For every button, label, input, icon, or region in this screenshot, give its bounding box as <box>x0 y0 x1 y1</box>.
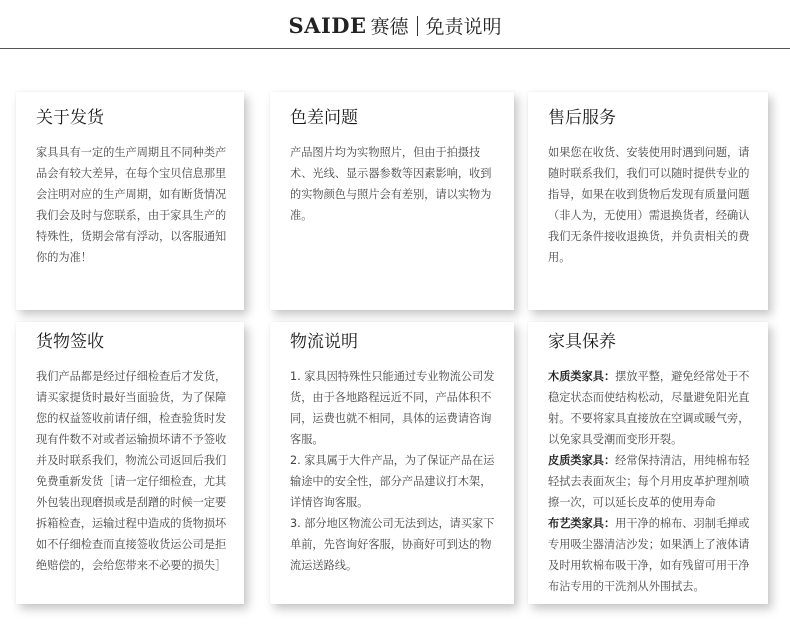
card-title: 家具保养 <box>548 332 616 352</box>
card-text: 如果您在收货、安装使用时遇到问题，请随时联系我们，我们可以随时提供专业的指导，如果在收到货物后发现有质量问题（非人为，无使用）需退换货者，经确认我们无条件接收退换货，并负责相关的费用。 <box>548 146 750 264</box>
card-text <box>548 366 754 597</box>
item-text: 经常保持清洁，用纯棉布轻轻拭去表面灰尘；每个月用皮革护理剂喷擦一次，可以延长皮革的使用寿命 <box>548 454 750 509</box>
card-title: 售后服务 <box>548 108 616 128</box>
card-maintenance <box>528 322 768 604</box>
page-subtitle: 免责说明 <box>425 16 502 38</box>
card-after-sales <box>528 92 768 310</box>
card-title: 关于发货 <box>36 108 104 128</box>
list-item <box>548 450 754 513</box>
list-item: 3. 部分地区物流公司无法到达，请买家下单前，先咨询好客服，协商好可到达的物流运送路线。 <box>290 517 495 572</box>
list-item <box>548 366 754 450</box>
header-title <box>0 12 790 39</box>
page-header <box>0 0 790 50</box>
list-item <box>548 513 754 597</box>
item-label: 皮质类家具： <box>548 454 616 467</box>
card-color-difference <box>270 92 514 310</box>
card-receipt <box>16 322 244 604</box>
header-divider <box>0 48 790 49</box>
list-item: 1. 家具因特殊性只能通过专业物流公司发货，由于各地路程远近不同，产品体积不同，运费也就不相同，具体的运费请咨询客服。 <box>290 370 495 446</box>
card-text: 产品图片均为实物照片，但由于拍摄技术、光线、显示器参数等因素影响，收到的实物颜色与照片会有差别，请以实物为准。 <box>290 146 492 222</box>
item-text: 用干净的棉布、羽制毛掸或专用吸尘器清洁沙发；如果洒上了液体请及时用软棉布吸干净，如有残留可用干净布沾专用的干洗剂从外围拭去。 <box>548 517 750 593</box>
brand-name: SAIDE <box>288 13 367 38</box>
card-title: 物流说明 <box>290 332 358 352</box>
card-text <box>290 366 500 576</box>
list-item: 2. 家具属于大件产品，为了保证产品在运输途中的安全性，部分产品建议打木架，详情咨询客服。 <box>290 454 495 509</box>
item-text: 摆放平整，避免经常处于不稳定状态而使结构松动，尽量避免阳光直射。不要将家具直接放在空调或暖气旁，以免家具受潮而变形开裂。 <box>548 370 750 446</box>
card-title: 色差问题 <box>290 108 358 128</box>
item-label: 布艺类家具： <box>548 517 616 530</box>
card-shipping <box>16 92 244 310</box>
card-text: 家具具有一定的生产周期且不同种类产品会有较大差异，在每个宝贝信息那里会注明对应的生产周期，如有断货情况我们会及时与您联系，由于家具生产的特殊性，货期会常有浮动，以客服通知你的为准！ <box>36 146 227 264</box>
title-separator <box>417 16 418 36</box>
item-label: 木质类家具： <box>548 370 616 383</box>
brand-name-cn: 赛德 <box>370 16 409 38</box>
card-text: 我们产品都是经过仔细检查后才发货，请买家提货时最好当面验货，为了保障您的权益签收前请仔细，检查验货时发现有件数不对或者运输损坏请不予签收并及时联系我们，物流公司返回后我们免费重新发货［请一定仔细检查，尤其外包装出现磨损或是刮蹭的时候一定要拆箱检查，运输过程中造成的货物损坏如不仔细检查而直接签收货运公司是拒绝赔偿的，会给您带来不必要的损失］ <box>36 370 227 572</box>
card-logistics <box>270 322 514 604</box>
card-title: 货物签收 <box>36 332 104 352</box>
